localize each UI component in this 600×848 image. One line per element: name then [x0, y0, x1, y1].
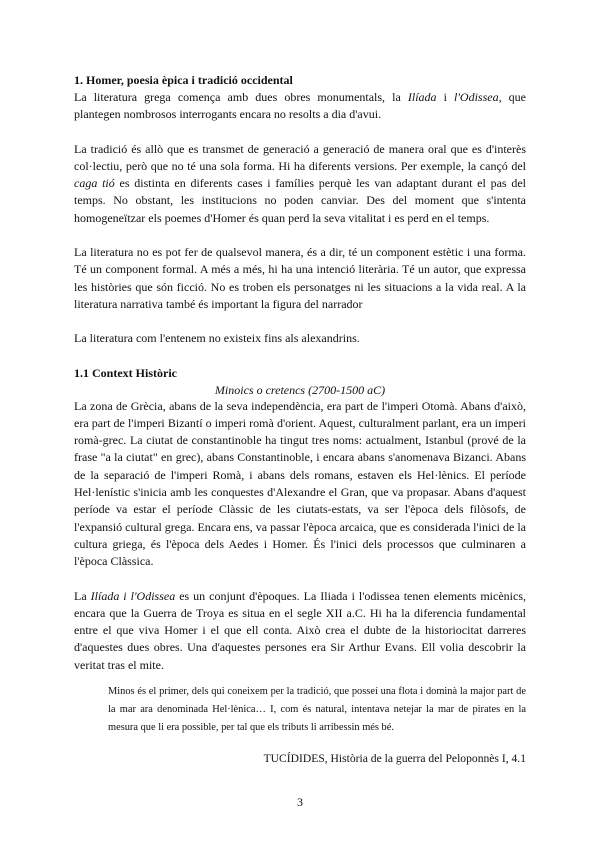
paragraph: La literatura no es pot fer de qualsevol manera, és a dir, té un component estètic i una forma. Té un component formal. A més a més, hi ha una intenció literària. Té un autor, que expressa les històries que són ficció. No es troben els personatges ni les situacions a la vida real. A la literatura narrativa també és important la figura del narrador — [74, 245, 526, 311]
text-run: La literatura grega comença amb dues obres monumentals, la — [74, 90, 408, 104]
italic-title: Ilíada — [407, 90, 437, 104]
subheading: Minoics o cretencs (2700-1500 aC) — [214, 382, 386, 397]
italic-title: Ilíada i l'Odissea — [90, 588, 176, 603]
text-run: La — [74, 588, 91, 603]
block-quote: Minos és el primer, dels qui coneixem per la tradició, que posseí una flota i dominà la major part de la mar ara denominada Hel·lènica… I, com és natural, intentava netejar la mar de pirates en la mesura que li era possible, per tal que els tributs li arribessin més bé. — [108, 686, 526, 734]
text-run: es un conjunt d'èpoques. La Iliada i l'odissea tenen elements micènics, encara que la Guerra de Troya es situa en el segle XII a.C. Hi ha la diferencia fundamental entre el que viva Homer i el que ell conta. Això crea el dubte de la historiocitat darreres d'aquestes dues obres. Una d'aquestes persones era Sir Arthur Evans. Ell volia descobrir la veritat tras el mite. — [74, 588, 526, 672]
paragraph: La literatura com l'entenem no existeix fins als alexandrins. — [74, 331, 360, 346]
paragraph — [74, 89, 526, 124]
text-run: i — [436, 90, 455, 104]
text-run: , que plantegen nombrosos interrogants encara no resolts a dia d'avui. — [74, 90, 527, 122]
paragraph — [74, 588, 526, 674]
italic-title: l'Odissea — [454, 90, 499, 104]
quote-citation: TUCÍDIDES, Història de la guerra del Peloponnès I, 4.1 — [263, 752, 526, 766]
section-heading: 1. Homer, poesia èpica i tradició occidental — [74, 73, 293, 87]
text-run: es distinta en diferents cases i famílies perquè les van adaptant durant el pas del temps. No obstant, les institucions no poden canviar. Des del moment que s'intenta homogeneïtzar els poemes d'Homer és quan perd la seva vitalitat i es perd en el temps. — [74, 176, 526, 225]
paragraph: La zona de Grècia, abans de la seva independència, era part de l'imperi Otomà. Abans d'això, era part de l'imperi Bizantí o imperi romà d'orient. Aquest, culturalment parlant, era un imperi romà-grec. La ciutat de constantinoble ha tingut tres noms: actualment, Istanbul (prové de la frase "a la ciutat" en grec), abans Constantinoble, i encara abans s'anomenava Bizanci. Abans de la separació de l'imperi Romà, i abans dels romans, estaven els Hel·lènics. El període Hel·lenístic s'inicia amb les conquestes d'Alexandre el Gran, que va propasar. Abans d'aquest període va estar el període Clàssic de les ciutats-estats, va ser l'època dels filòsofs, de l'expansió cultural grega. Encara ens, va passar l'època arcaica, que es considerada l'inici de la cultura griega, és l'època dels Aedes i Homer. És l'inici dels processos que culminaren a l'època Clàssica. — [74, 398, 526, 569]
page-number: 3 — [297, 795, 303, 809]
section-heading: 1.1 Context Històric — [74, 365, 177, 380]
italic-song-title: caga tió — [74, 176, 115, 191]
paragraph — [74, 141, 526, 227]
page-body — [74, 72, 526, 767]
text-run: La tradició és allò que es transmet de generació a generació de manera oral que es d'interès col·lectiu, però que no té una sola forma. Hi ha diferents versions. Per exemple, la cançó del — [74, 141, 526, 173]
